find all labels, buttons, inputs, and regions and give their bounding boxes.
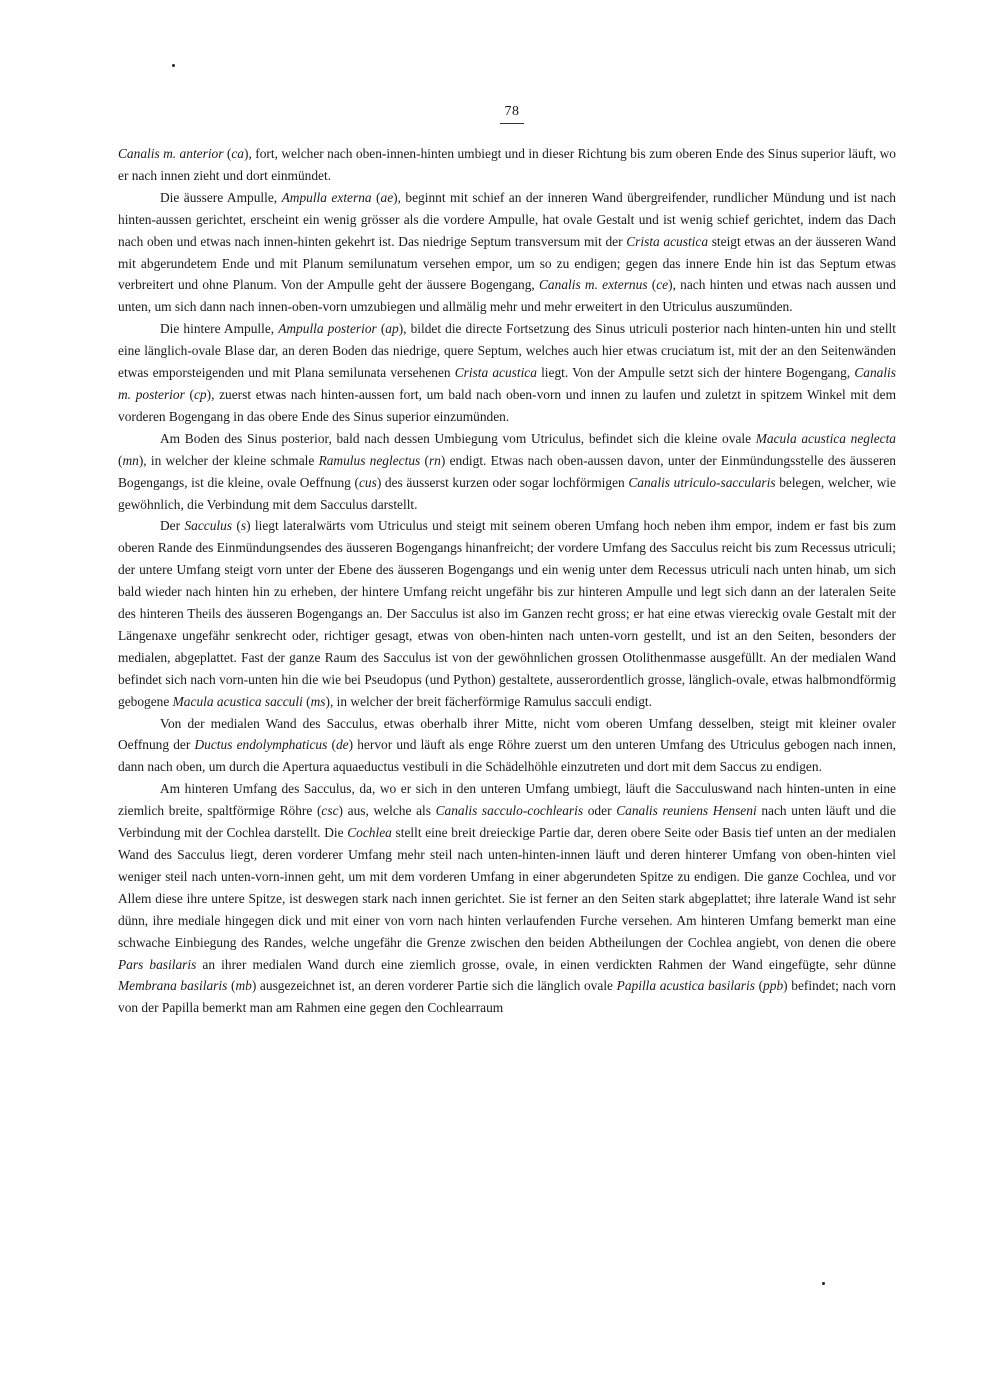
text-run: ( xyxy=(371,189,381,205)
text-run: ), in welcher der kleine schmale xyxy=(138,452,319,468)
italic-term: ca xyxy=(231,146,244,161)
text-run: Am Boden des Sinus posterior, bald nach dessen Umbiegung vom Utriculus, befindet sich die kleine ovale xyxy=(160,430,756,446)
italic-term: ppb xyxy=(763,978,784,994)
italic-term: Canalis m. posterior xyxy=(118,365,896,402)
italic-term: ap xyxy=(385,321,399,337)
italic-term: Pars basilaris xyxy=(118,956,197,972)
text-run: ) des äusserst kurzen oder sogar lochförmigen xyxy=(376,474,629,490)
text-run: ) endigt. Etwas nach oben-aussen davon, unter der Einmündungsstelle des äusseren Bogengangs, ist die kleine, ovale Oeffnung ( xyxy=(118,452,897,490)
text-run: ( xyxy=(118,452,123,468)
text-run: ) befindet; nach vorn von der Papilla bemerkt man am Rahmen eine gegen den Cochlearraum xyxy=(118,978,896,1016)
italic-term: Canalis utriculo-saccularis xyxy=(628,474,776,490)
italic-term: Membrana basilaris xyxy=(118,978,228,994)
italic-term: Ductus endolymphaticus xyxy=(194,737,328,753)
text-run: ( xyxy=(420,452,429,468)
italic-term: mn xyxy=(122,452,139,468)
italic-term: cp xyxy=(193,386,207,402)
text-run: stellt eine breit dreieckige Partie dar, deren obere Seite oder Basis tief unten an der medialen Wand des Sacculus liegt, deren vorderer Umfang mehr steil nach unten-hinten-innen läuft und deren hinterer Umfang von oben-hinten viel weniger steil nach unten-vorn-innen geht, um mit dem vorderen Umfang in einer abgerundeten Spitze zu endigen. Die ganze Cochlea, und vor Allem diese ihre untere Spitze, ist deswegen stark nach innen gerichtet. Sie ist ferner an den Seiten stark abgeplattet; ihre laterale Wand ist sehr dünn, ihre mediale hingegen dick und mit einer von vorn nach hinten verlaufenden Furche versehen. Am hinteren Umfang bemerkt man eine schwache Einbiegung des Randes, welche ungefähr die Grenze zwischen den beiden Abtheilungen der Cochlea angiebt, von denen die obere xyxy=(118,825,896,950)
text-run: ) liegt lateralwärts vom Utriculus und steigt mit seinem oberen Umfang hoch neben ihm empor, indem er fast bis zum oberen Rande des Einmündungsendes des äusseren Bogengangs hinanfreicht; der vordere Umfang des Sacculus reicht bis zum Recessus utriculi; der untere Umfang steigt vorn unter der Ebene des äusseren Bogengangs und ein wenig unter dem Recessus utriculi nach unten hinab, um sich bald wieder nach hinten hin zu erheben, der hintere Umfang reicht ungefähr bis zur hinteren Ampulle und legt sich dann an der lateralen Seite des hinteren Theils des äusseren Bogengangs an. Der Sacculus ist also im Ganzen recht gross; er hat eine etwas viereckig ovale Gestalt mit der Längenaxe ungefähr senkrecht oder, richtiger gesagt, etwas von oben-hinten nach unten-vorn gestellt, und ist an den Seiten, besonders der medialen, abgeplattet. Fast der ganze Raum des Sacculus ist von der gewöhnlichen grossen Otolithenmasse ausgefüllt. An der medialen Wand befindet sich nach vorn-unten hin die wie bei Pseudopus (und Python) gestaltete, ausserordentlich grosse, länglich-ovale, etwas halbmondförmig gebogene xyxy=(118,518,897,709)
paragraph xyxy=(118,778,896,1019)
italic-term: Ampulla posterior xyxy=(278,321,377,337)
italic-term: Crista acustica xyxy=(626,233,709,249)
text-run: ), beginnt mit schief an der inneren Wand übergreifender, rundlicher Mündung und ist nach hinten-aussen gerichtet, erscheint ein wenig grösser als die vordere Ampulle, hat ovale Gestalt und ist wenig schief gerichtet, indem das Dach nach oben und etwas nach innen-hinten gekehrt ist. Das niedrige Septum transversum mit der xyxy=(118,189,896,249)
text-run: ) aus, welche als xyxy=(338,803,436,819)
italic-term: de xyxy=(335,737,349,753)
text-run: ( xyxy=(754,978,764,994)
paragraph xyxy=(118,187,896,318)
paragraph xyxy=(118,713,896,779)
text-run: ( xyxy=(376,321,386,337)
italic-term: Cochlea xyxy=(347,825,392,841)
text-run: oder xyxy=(583,803,617,819)
text-run: an ihrer medialen Wand durch eine ziemlich grosse, ovale, in einen verdickten Rahmen der Wand eingefügte, sehr dünne xyxy=(196,956,896,972)
italic-term: Papilla acustica basilaris xyxy=(616,978,755,994)
italic-term: cus xyxy=(358,474,377,490)
page-number: 78 xyxy=(504,104,520,119)
text-run: ) hervor und läuft als enge Röhre zuerst um den unteren Umfang des Utriculus gebogen nach innen, dann nach oben, um durch die Apertura aquaeductus vestibuli in die Schädelhöhle einzutreten und dort mit dem Saccus zu endigen. xyxy=(118,737,896,775)
paragraph xyxy=(118,515,896,712)
text-run: nach unten läuft und die Verbindung mit der Cochlea darstellt. Die xyxy=(118,803,896,841)
text-run: ), zuerst etwas nach hinten-aussen fort, um bald nach oben-vorn und innen zu laufen und zuletzt in spitzem Winkel mit dem vorderen Bogengang in das obere Ende des Sinus superior einzumünden. xyxy=(118,386,896,424)
text-run: ( xyxy=(302,693,311,709)
text-run: ( xyxy=(232,518,241,534)
scan-speck xyxy=(822,1282,825,1285)
italic-term: mb xyxy=(235,978,252,994)
italic-term: csc xyxy=(321,803,339,819)
text-run: Von der medialen Wand des Sacculus, etwas oberhalb ihrer Mitte, nicht vom oberen Umfang desselben, steigt mit kleiner ovaler Oeffnung der xyxy=(118,715,896,753)
italic-term: Ampulla externa xyxy=(281,189,372,205)
text-run: ( xyxy=(327,737,336,753)
text-run: Der xyxy=(160,518,185,534)
italic-term: Canalis sacculo-cochlearis xyxy=(435,803,584,819)
text-run: ), bildet die directe Fortsetzung des Sinus utriculi posterior nach hinten-unten hin und stellt eine länglich-ovale Blase dar, an deren Boden das niedrige, quere Septum, welches auch hier etwas cruciatum ist, mit der an den Seitenwänden etwas emporsteigenden und mit Plana semilunata versehenen xyxy=(118,321,897,381)
italic-term: Canalis m. externus xyxy=(539,277,648,293)
italic-term: ms xyxy=(310,693,326,709)
text-run: belegen, welcher, wie gewöhnlich, die Verbindung mit dem Sacculus darstellt. xyxy=(118,474,896,512)
text-run: Am hinteren Umfang des Sacculus, da, wo er sich in den unteren Umfang umbiegt, läuft die Sacculuswand nach hinten-unten in eine ziemlich breite, spaltförmige Röhre ( xyxy=(118,781,896,819)
italic-term: ae xyxy=(380,189,394,205)
paragraph xyxy=(118,428,896,516)
text-run: ( xyxy=(647,277,657,293)
text-run: ) ausgezeichnet ist, an deren vorderer Partie sich die länglich ovale xyxy=(251,978,617,994)
text-run: ( xyxy=(227,978,236,994)
italic-term: rn xyxy=(428,452,441,468)
text-run: liegt. Von der Ampulle setzt sich der hintere Bogengang, xyxy=(536,365,855,381)
text-run: steigt etwas an der äusseren Wand mit abgerundetem Ende und mit Planum semilunatum versehen empor, um so zu endigen; gegen das innere Ende hin ist das Septum etwas verbreitert und ohne Planum. Von der Ampulle geht der äussere Bogengang, xyxy=(118,233,896,293)
italic-term: ce xyxy=(656,277,669,293)
paragraph xyxy=(118,318,896,428)
text-run: Die hintere Ampulle, xyxy=(160,321,279,337)
italic-term: Canalis m. anterior xyxy=(118,146,224,161)
text-run: Die äussere Ampulle, xyxy=(160,189,282,205)
text-run: ), fort, welcher nach oben-innen-hinten umbiegt und in dieser Richtung bis zum oberen Ende des Sinus superior läuft, wo er nach innen zieht und dort einmündet. xyxy=(118,146,896,183)
text-run: ), in welcher der breit fächerförmige Ramulus sacculi endigt. xyxy=(325,693,652,709)
text-run: ( xyxy=(223,146,232,161)
italic-term: Macula acustica neglecta xyxy=(755,430,896,446)
text-run: ( xyxy=(184,386,194,402)
italic-term: Macula acustica sacculi xyxy=(172,693,303,709)
body-text xyxy=(118,143,896,1019)
italic-term: Canalis reuniens Henseni xyxy=(616,803,757,819)
page-number-underline xyxy=(500,123,524,124)
italic-term: Crista acustica xyxy=(454,365,537,381)
italic-term: s xyxy=(240,518,247,534)
italic-term: Ramulus neglectus xyxy=(318,452,421,468)
italic-term: Sacculus xyxy=(184,518,233,534)
text-run: ), nach hinten und etwas nach aussen und unten, um sich dann nach innen-oben-vorn umzubiegen und allmälig mehr und mehr erweitert in den Utriculus auszumünden. xyxy=(118,277,896,315)
paragraph xyxy=(118,143,896,187)
scan-speck xyxy=(172,64,175,67)
